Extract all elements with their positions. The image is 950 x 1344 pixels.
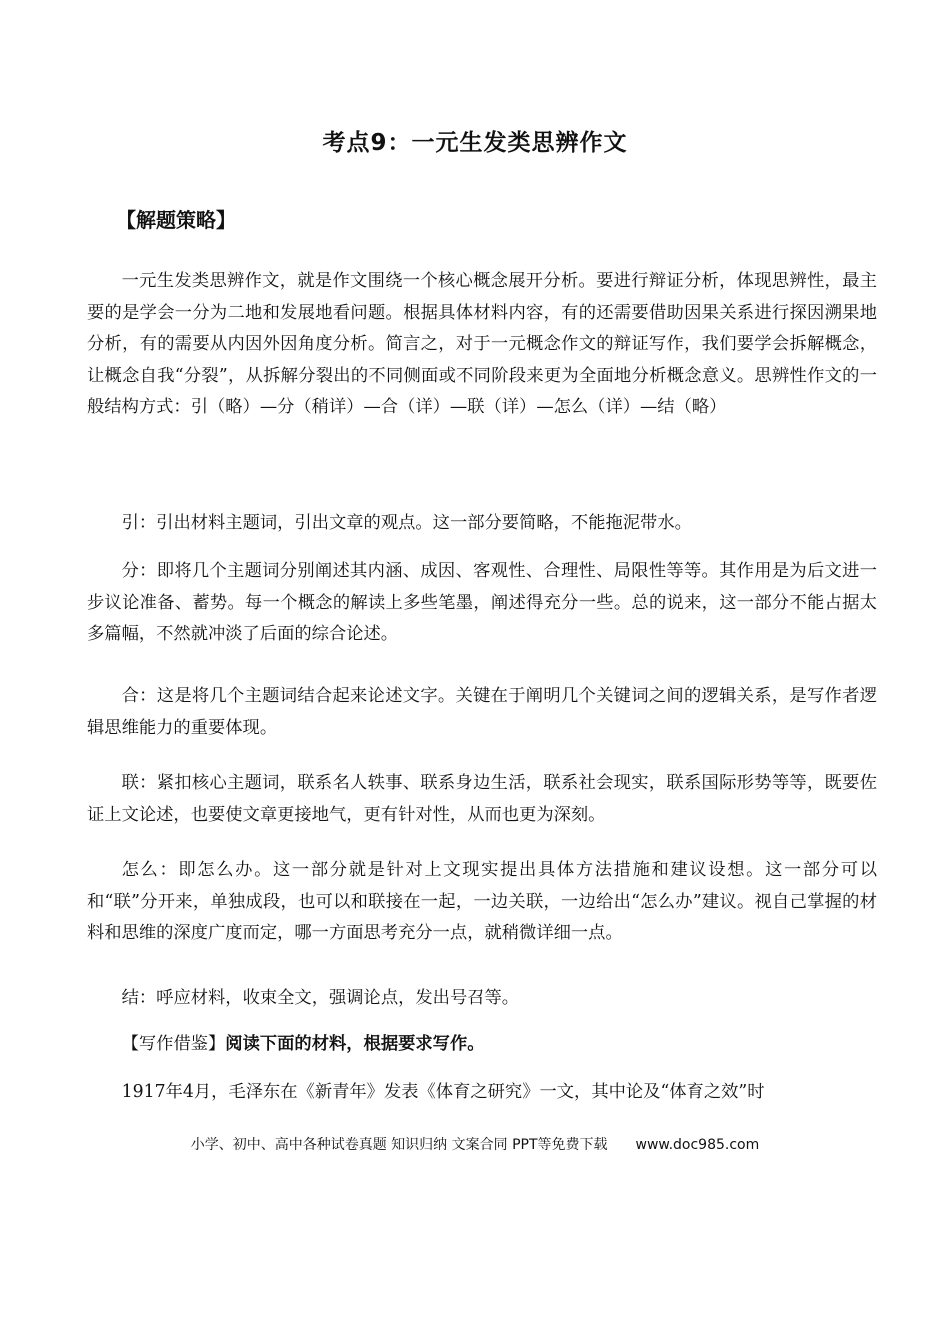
footer-url[interactable]: www.doc985.com — [635, 1137, 760, 1153]
paragraph-material — [87, 1077, 877, 1109]
section-heading-strategy: 【解题策略】 — [116, 208, 236, 232]
paragraph-intro-text: 一元生发类思辨作文，就是作文围绕一个核心概念展开分析。要进行辩证分析，体现思辨性，最主要的是学会一分为二地和发展地看问题。根据具体材料内容，有的还需要借助因果关系进行探因溯果地分析，有的需要从内因外因角度分析。简言之，对于一元概念作文的辩证写作，我们要学会拆解概念，让概念自我“分裂”，从拆解分裂出的不同侧面或不同阶段来更为全面地分析概念意义。思辨性作文的一般结构方式：引（略）—分（稍详）—合（详）—联（详）—怎么（详）—结（略） — [87, 271, 877, 418]
paragraph-he-text: 合：这是将几个主题词结合起来论述文字。关键在于阐明几个关键词之间的逻辑关系，是写作者逻辑思维能力的重要体现。 — [87, 686, 877, 738]
paragraph-he — [87, 681, 877, 744]
writing-task-instruction: 阅读下面的材料，根据要求写作。 — [225, 1034, 485, 1054]
paragraph-jie-text: 结：呼应材料，收束全文，强调论点，发出号召等。 — [121, 988, 520, 1008]
paragraph-zen — [87, 855, 877, 950]
paragraph-lian — [87, 768, 877, 831]
page-title: 考点9：一元生发类思辨作文 — [322, 130, 628, 156]
paragraph-yin — [87, 508, 877, 540]
paragraph-writing-reference — [87, 1029, 877, 1061]
paragraph-fen — [87, 556, 877, 651]
paragraph-material-text: 1917年4月，毛泽东在《新青年》发表《体育之研究》一文，其中论及“体育之效”时 — [121, 1082, 765, 1102]
paragraph-lian-text: 联：紧扣核心主题词，联系名人轶事、联系身边生活，联系社会现实，联系国际形势等等，既要佐证上文论述，也要使文章更接地气，更有针对性，从而也更为深刻。 — [87, 773, 877, 825]
paragraph-intro — [87, 266, 877, 436]
footer-text: 小学、初中、高中各种试卷真题 知识归纳 文案合同 PPT等免费下载 — [190, 1137, 608, 1153]
paragraph-yin-text: 引：引出材料主题词，引出文章的观点。这一部分要简略，不能拖泥带水。 — [121, 513, 692, 533]
paragraph-zen-text: 怎么：即怎么办。这一部分就是针对上文现实提出具体方法措施和建议设想。这一部分可以和“联”分开来，单独成段，也可以和联接在一起，一边关联，一边给出“怎么办”建议。视自己掌握的材料和思维的深度广度而定，哪一方面思考充分一点，就稍微详细一点。 — [87, 860, 877, 944]
paragraph-jie — [87, 983, 877, 1015]
writing-reference-label: 【写作借鉴】 — [121, 1034, 226, 1054]
writing-reference-line — [87, 1029, 877, 1061]
paragraph-fen-text: 分：即将几个主题词分别阐述其内涵、成因、客观性、合理性、局限性等等。其作用是为后文进一步议论准备、蓄势。每一个概念的解读上多些笔墨，阐述得充分一些。总的说来，这一部分不能占据太多篇幅，不然就冲淡了后面的综合论述。 — [87, 561, 877, 645]
page-footer — [0, 1134, 950, 1154]
